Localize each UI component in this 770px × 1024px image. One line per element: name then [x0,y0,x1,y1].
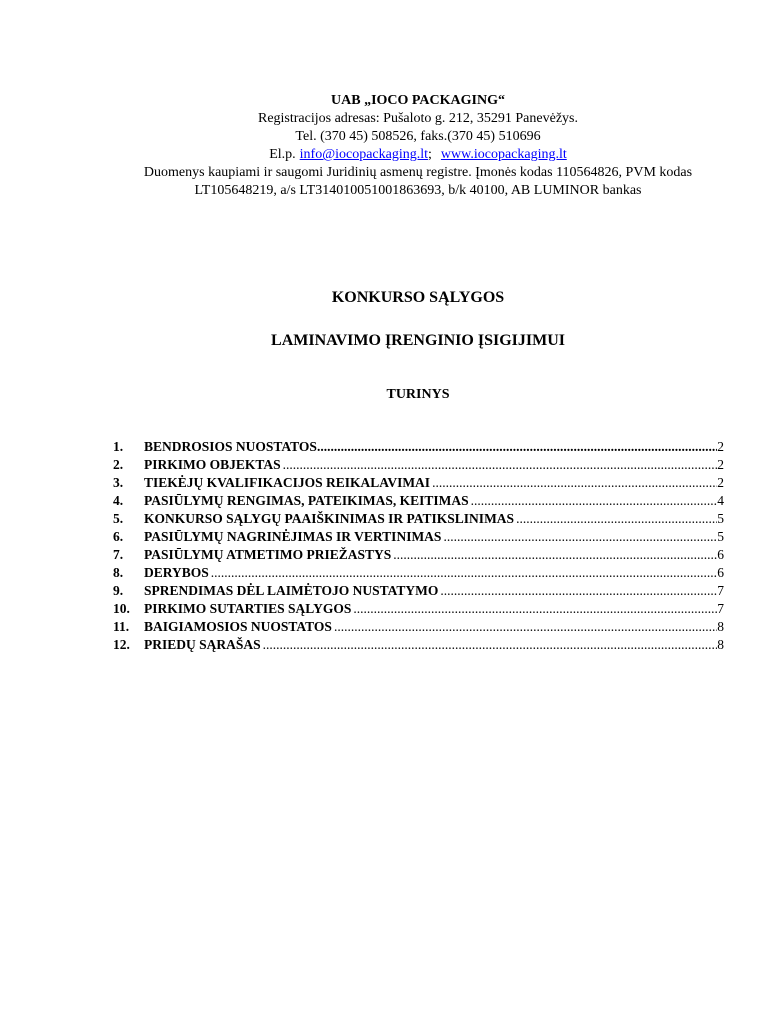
toc-entry-leader [391,546,717,564]
toc-entry[interactable] [113,438,724,456]
toc-entry-leader [469,492,718,510]
company-address: Registracijos adresas: Pušaloto g. 212, 35291 Panevėžys. [257,111,578,126]
toc-entry-page: 2 [717,475,724,490]
website-link[interactable]: www.iocopackaging.lt [440,147,567,162]
toc-entry[interactable] [113,618,724,636]
toc-entry[interactable] [113,474,724,492]
toc-entry-number: 11. [113,619,130,634]
toc-entry[interactable] [113,564,724,582]
toc-entry-leader [351,600,717,618]
toc-entry-page: 6 [717,547,724,562]
toc-entry-leader [514,510,717,528]
company-name: UAB „IOCO PACKAGING“ [331,93,505,108]
toc-entry-title: KONKURSO SĄLYGŲ PAAIŠKINIMAS IR PATIKSLINIMAS [144,511,515,526]
toc-entry-leader [441,528,717,546]
toc-entry-page: 8 [717,619,724,634]
email-prefix: El.p. [269,147,296,162]
contact-separator: ; [428,147,432,162]
toc-entry[interactable] [113,582,724,600]
toc-entry[interactable] [113,528,724,546]
toc-heading: TURINYS [386,387,450,402]
toc-entry-title: PIRKIMO OBJEKTAS [144,457,281,472]
toc-entry[interactable] [113,456,724,474]
toc-entry-page: 2 [717,439,724,454]
toc-entry-leader [438,582,717,600]
toc-entry-title: PASIŪLYMŲ NAGRINĖJIMAS IR VERTINIMAS [144,529,442,544]
toc-entry-number: 2. [113,457,124,472]
toc-entry-number: 10. [113,601,130,616]
toc-entry-page: 2 [717,457,724,472]
toc-entry-page: 5 [717,529,724,544]
document-subtitle: LAMINAVIMO ĮRENGINIO ĮSIGIJIMUI [271,332,565,349]
toc-entry-leader [332,618,717,636]
toc-entry-number: 8. [113,565,124,580]
toc-entry-title: PRIEDŲ SĄRAŠAS [144,637,261,652]
toc-entry[interactable] [113,600,724,618]
company-registry-line-1: Duomenys kaupiami ir saugomi Juridinių asmenų registre. Įmonės kodas 110564826, PVM kodas [143,165,693,180]
email-link[interactable]: info@iocopackaging.lt [299,147,429,162]
toc-entry-number: 7. [113,547,124,562]
toc-entry-leader [317,438,717,456]
toc-entry-page: 8 [717,637,724,652]
toc-entry-page: 7 [717,583,724,598]
toc-entry-title: PASIŪLYMŲ RENGIMAS, PATEIKIMAS, KEITIMAS [144,493,469,508]
toc-entry-number: 4. [113,493,124,508]
toc-list [113,438,724,654]
toc-entry-title: DERYBOS [144,565,209,580]
toc-entry-title: BAIGIAMOSIOS NUOSTATOS [144,619,332,634]
company-phone: Tel. (370 45) 508526, faks.(370 45) 510696 [295,129,541,144]
toc-entry-title: BENDROSIOS NUOSTATOS [144,439,317,454]
toc-entry-leader [281,456,718,474]
toc-entry-leader [209,564,717,582]
toc-entry-title: PASIŪLYMŲ ATMETIMO PRIEŽASTYS [144,547,392,562]
toc-entry-number: 3. [113,475,124,490]
company-contacts [113,146,723,164]
toc-entry-number: 6. [113,529,124,544]
toc-entry-page: 4 [717,493,724,508]
toc-entry-number: 5. [113,511,124,526]
document-title: KONKURSO SĄLYGOS [331,289,505,306]
company-registry-line-2: LT105648219, a/s LT314010051001863693, b/k 40100, AB LUMINOR bankas [194,183,642,198]
toc-entry[interactable] [113,546,724,564]
toc-entry-number: 12. [113,637,130,652]
toc-entry-title: SPRENDIMAS DĖL LAIMĖTOJO NUSTATYMO [144,583,439,598]
toc-entry-number: 1. [113,439,124,454]
toc-entry[interactable] [113,510,724,528]
toc-entry-page: 6 [717,565,724,580]
toc-entry-title: PIRKIMO SUTARTIES SĄLYGOS [144,601,352,616]
company-header [113,92,723,200]
toc-entry-leader [261,636,718,654]
toc-entry[interactable] [113,636,724,654]
toc-entry-leader [430,474,717,492]
toc-entry-page: 5 [717,511,724,526]
toc-entry-page: 7 [717,601,724,616]
toc-entry-title: TIEKĖJŲ KVALIFIKACIJOS REIKALAVIMAI [144,475,431,490]
toc-entry-number: 9. [113,583,124,598]
toc-entry[interactable] [113,492,724,510]
